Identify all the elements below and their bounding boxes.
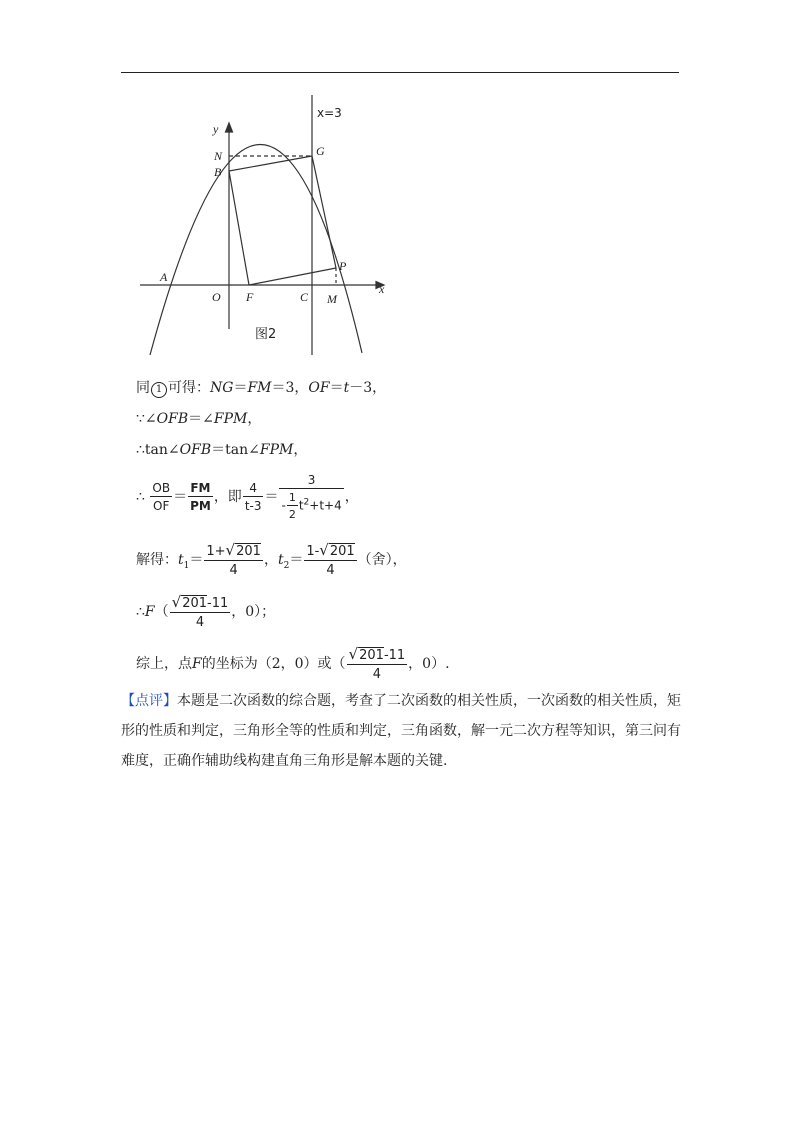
var-t: t <box>343 380 350 396</box>
label-C: C <box>300 290 309 304</box>
text: ＝tan∠ <box>211 442 260 458</box>
label-x: x <box>379 282 385 296</box>
subscript: 1 <box>183 560 190 571</box>
radicand: 201 <box>182 596 208 611</box>
denominator: t-3 <box>244 499 262 513</box>
fraction-3-quadratic <box>279 474 343 520</box>
fraction-OB-OF <box>150 482 172 512</box>
label-y: y <box>213 122 219 136</box>
text: ＝3， <box>271 380 309 396</box>
text: ，0）； <box>231 604 276 620</box>
radicand: 201 <box>359 648 384 663</box>
solution-line-1 <box>136 381 386 398</box>
fraction-F-x <box>170 595 231 629</box>
sqrt-icon: √ <box>319 541 329 559</box>
denominator: 4 <box>195 615 205 630</box>
text: 解得： <box>136 552 178 568</box>
text: 可得： <box>168 380 210 396</box>
label-O: O <box>212 290 221 304</box>
comment-text: 本题是二次函数的综合题，考查了二次函数的相关性质，一次函数的相关性质，矩形的性质和判定，三角形全等的性质和判定，三角函数，解一元二次方程等知识，第三问有难度，正确作辅助线构建直角三角形是解本题的关键. <box>121 693 681 769</box>
numerator: 3 <box>279 474 343 489</box>
fraction-t2 <box>304 543 356 577</box>
radicand: 201 <box>329 544 355 559</box>
text: -11 <box>207 596 229 611</box>
angle-FPM: FPM <box>213 411 248 427</box>
label-B: B <box>214 165 222 179</box>
label-M: M <box>327 292 337 306</box>
denominator: 4 <box>372 667 381 682</box>
subscript: 2 <box>283 560 290 571</box>
minus-sign: - <box>281 498 286 513</box>
solution-line-5 <box>136 543 407 577</box>
segment-BG <box>229 156 312 171</box>
text: ∴tan∠ <box>136 442 180 458</box>
text: ， <box>293 442 308 458</box>
angle-FPM: FPM <box>259 442 294 458</box>
text: ＝∠ <box>188 411 214 427</box>
label-x-equals-3: x=3 <box>317 106 342 120</box>
parabola <box>150 144 362 355</box>
fraction-FM-PM <box>188 482 213 512</box>
text: ＝ <box>289 552 304 568</box>
text: 同 <box>136 380 150 396</box>
solution-line-4 <box>136 474 359 520</box>
circled-number: 1 <box>151 382 167 398</box>
numerator: FM <box>188 482 213 497</box>
numerator <box>347 647 408 665</box>
exponent: 2 <box>303 497 310 508</box>
radicand: 201 <box>236 544 261 559</box>
denominator: PM <box>190 499 211 513</box>
denominator: 4 <box>326 563 335 578</box>
point-F: F <box>144 604 155 620</box>
figure-caption: 图2 <box>255 327 277 342</box>
text: （舍）， <box>357 552 407 568</box>
fraction-F-x <box>347 647 408 681</box>
denominator: 2 <box>288 508 296 521</box>
var-FM: FM <box>247 380 272 396</box>
sqrt-icon: √ <box>348 645 359 663</box>
numerator <box>170 595 231 613</box>
text: －3， <box>349 380 387 396</box>
text: +t+4 <box>309 498 342 513</box>
denominator: 4 <box>229 563 238 578</box>
sqrt-icon: √ <box>225 541 236 559</box>
segment-GP <box>312 156 336 268</box>
denominator: OF <box>153 499 170 513</box>
text: ， <box>263 552 278 568</box>
numerator <box>304 543 356 561</box>
geometry-figure <box>140 95 390 360</box>
text: ，0）. <box>408 656 450 672</box>
var-t1: t <box>178 552 184 568</box>
y-axis-arrow <box>226 123 233 132</box>
text: ＝ <box>173 489 188 505</box>
header-rule <box>121 72 679 73</box>
fraction-half <box>287 492 298 520</box>
text: ∴ <box>136 604 145 620</box>
label-F: F <box>246 290 254 304</box>
label-P: P <box>339 259 347 273</box>
text: 1- <box>306 544 320 559</box>
text: ＝ <box>233 380 248 396</box>
comment-tag: 【点评】 <box>121 693 177 709</box>
fraction-t1 <box>204 543 263 577</box>
fraction-4-t-3 <box>243 482 264 512</box>
text: 1+ <box>206 544 226 559</box>
angle-OFB: OFB <box>156 411 189 427</box>
comment-paragraph <box>121 686 681 776</box>
label-A: A <box>160 270 168 284</box>
text: ， <box>344 489 359 505</box>
segment-BF <box>229 171 249 285</box>
var-NG: NG <box>210 380 234 396</box>
text: 综上，点 <box>136 656 192 672</box>
var-t2: t <box>277 552 284 568</box>
numerator: OB <box>152 481 171 495</box>
numerator: 1 <box>288 491 296 504</box>
text: ＝ <box>189 552 204 568</box>
numerator <box>204 543 263 561</box>
text: （ <box>154 604 169 620</box>
solution-line-3 <box>136 443 307 457</box>
solution-line-2 <box>136 412 261 426</box>
label-G: G <box>316 144 325 158</box>
numerator: 4 <box>243 482 264 497</box>
angle-OFB: OFB <box>179 442 212 458</box>
var-t: t <box>298 498 304 513</box>
text: -11 <box>383 648 406 663</box>
text: 的坐标为（2，0）或（ <box>201 656 346 672</box>
text: ＝ <box>264 489 279 505</box>
solution-line-6 <box>136 595 275 629</box>
solution-line-7 <box>136 647 450 681</box>
text: ＝ <box>329 380 344 396</box>
denominator <box>279 489 343 520</box>
text: ， <box>247 411 262 427</box>
text: ∴ <box>136 489 145 505</box>
var-OF: OF <box>308 380 330 396</box>
text: ，即 <box>213 489 242 505</box>
segment-FP <box>249 268 336 285</box>
sqrt-icon: √ <box>171 593 182 611</box>
text: ∵∠ <box>136 411 157 427</box>
point-F: F <box>192 656 202 672</box>
label-N: N <box>214 149 223 163</box>
